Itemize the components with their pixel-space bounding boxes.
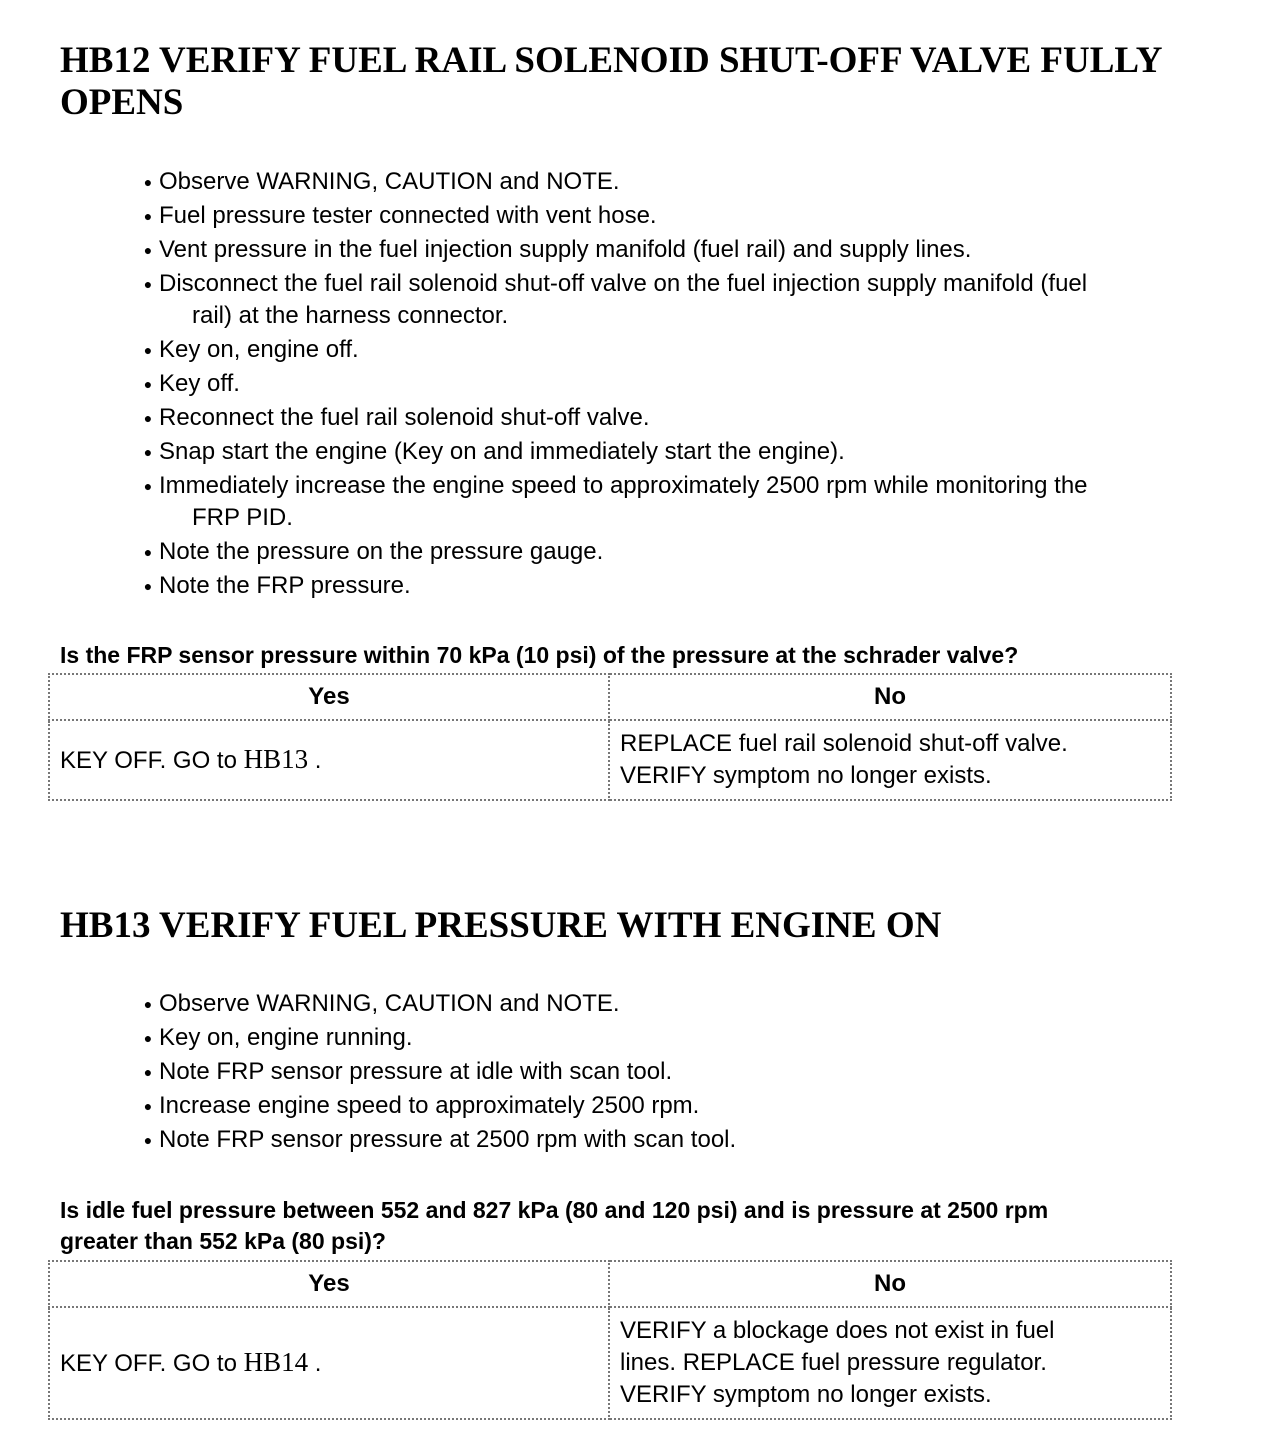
step-item: ● Key off. [140,368,1250,400]
bullet-dot-icon: ● [143,208,153,224]
bullet-dot-icon: ● [143,444,153,460]
step-continuation: rail) at the harness connector. [192,302,509,329]
step-item: ● Note FRP sensor pressure at idle with scan tool. [140,1056,1250,1088]
yes-no-table-hb13 [48,1260,1172,1420]
procedure-steps-hb13 [140,988,1250,1158]
goto-hb13-link[interactable]: HB13 [243,744,309,774]
section-heading-hb12: HB12 VERIFY FUEL RAIL SOLENOID SHUT-OFF VALVE FULLY OPENS [60,40,1162,123]
goto-hb14-link[interactable]: HB14 [243,1347,309,1377]
step-item: ● Observe WARNING, CAUTION and NOTE. [140,988,1250,1020]
yes-cell: KEY OFF. GO to HB13 . [49,720,609,800]
no-cell: VERIFY a blockage does not exist in fuel lines. REPLACE fuel pressure regulator. VERIFY symptom no longer exists. [609,1307,1171,1419]
table-header-row [49,674,1171,720]
table-row [49,720,1171,800]
yes-header: Yes [49,674,609,720]
step-item: ● Disconnect the fuel rail solenoid shut-off valve on the fuel injection supply manifold (fuel rail) at the harness connector. [140,268,1250,332]
step-item: ● Note FRP sensor pressure at 2500 rpm with scan tool. [140,1124,1250,1156]
step-item: ● Note the FRP pressure. [140,570,1250,602]
question-hb12: Is the FRP sensor pressure within 70 kPa (10 psi) of the pressure at the schrader valve? [60,642,1019,668]
step-item: ● Note the pressure on the pressure gauge. [140,536,1250,568]
bullet-dot-icon: ● [143,342,153,358]
bullet-dot-icon: ● [143,478,153,494]
no-header: No [609,1261,1171,1307]
table-row [49,1307,1171,1419]
step-item: ● Immediately increase the engine speed to approximately 2500 rpm while monitoring the FRP PID. [140,470,1250,534]
step-item: ● Reconnect the fuel rail solenoid shut-off valve. [140,402,1250,434]
step-item: ● Fuel pressure tester connected with vent hose. [140,200,1250,232]
yes-cell: KEY OFF. GO to HB14 . [49,1307,609,1419]
bullet-dot-icon: ● [143,544,153,560]
section-heading-hb13: HB13 VERIFY FUEL PRESSURE WITH ENGINE ON [60,905,942,946]
step-item: ● Vent pressure in the fuel injection supply manifold (fuel rail) and supply lines. [140,234,1250,266]
bullet-dot-icon: ● [143,376,153,392]
step-item: ● Observe WARNING, CAUTION and NOTE. [140,166,1250,198]
bullet-dot-icon: ● [143,578,153,594]
no-header: No [609,674,1171,720]
no-cell: REPLACE fuel rail solenoid shut-off valve. VERIFY symptom no longer exists. [609,720,1171,800]
yes-no-table-hb12 [48,673,1172,801]
yes-header: Yes [49,1261,609,1307]
bullet-dot-icon: ● [143,996,153,1012]
step-item: ● Key on, engine off. [140,334,1250,366]
step-item: ● Increase engine speed to approximately 2500 rpm. [140,1090,1250,1122]
question-hb13: Is idle fuel pressure between 552 and 827 kPa (80 and 120 psi) and is pressure at 2500 rpm greater than 552 kPa (80 psi)? [60,1197,1049,1254]
bullet-dot-icon: ● [143,1132,153,1148]
procedure-steps-hb12 [140,166,1250,604]
bullet-dot-icon: ● [143,1030,153,1046]
step-continuation: FRP PID. [192,504,293,531]
step-item: ● Snap start the engine (Key on and immediately start the engine). [140,436,1250,468]
bullet-dot-icon: ● [143,1064,153,1080]
bullet-dot-icon: ● [143,242,153,258]
bullet-dot-icon: ● [143,174,153,190]
bullet-dot-icon: ● [143,276,153,292]
bullet-dot-icon: ● [143,410,153,426]
table-header-row [49,1261,1171,1307]
step-item: ● Key on, engine running. [140,1022,1250,1054]
bullet-dot-icon: ● [143,1098,153,1114]
